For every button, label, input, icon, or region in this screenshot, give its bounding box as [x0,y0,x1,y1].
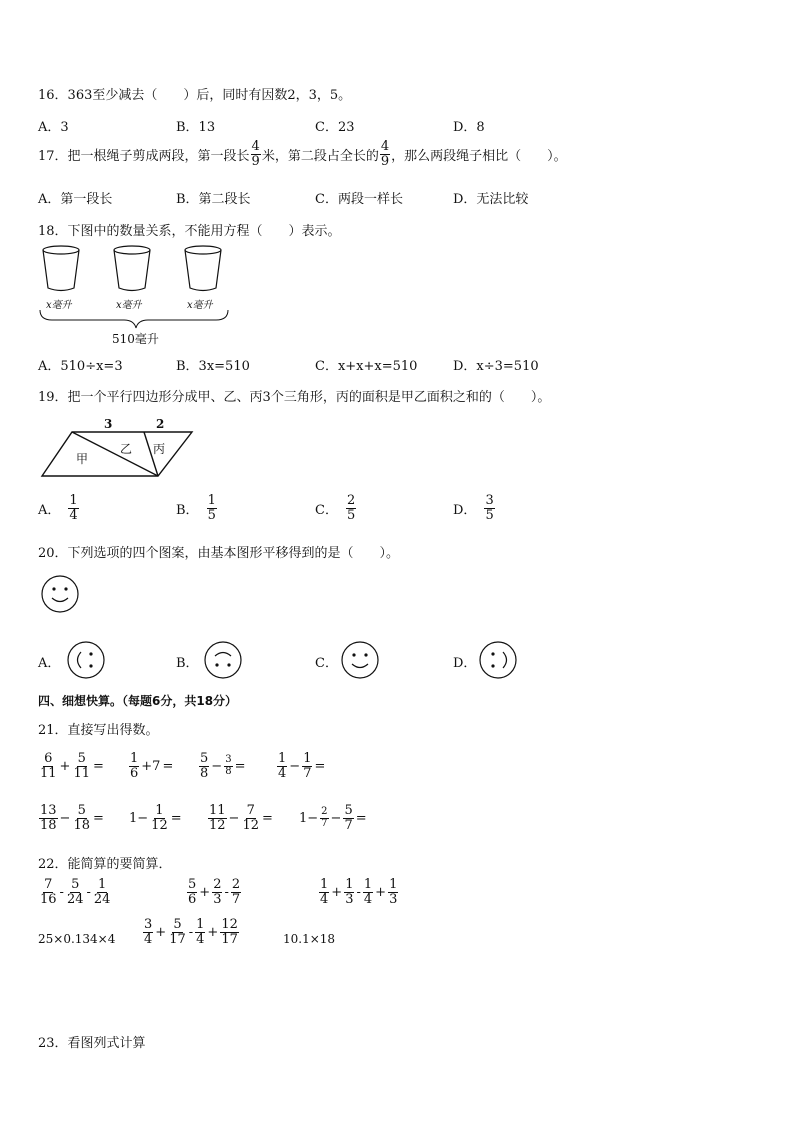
q20-option-b-label: B． [176,656,199,671]
q17-text-1: 17．把一根绳子剪成两段，第一段长 [38,148,250,164]
section-4-heading: 四、细想快算。（每题6分，共18分） [38,694,238,708]
q18-cup-label-3: x毫升 [187,300,213,311]
q21-expression-5: $\frac{13}{18}$ − $\frac{5}{18}$ = [40,803,104,833]
q17-text-3: ，那么两段绳子相比（ ）。 [391,148,567,164]
q18-option-b: B．3x=510 [176,359,250,374]
cup-icon [114,246,150,291]
q18-stem: 18．下图中的数量关系，不能用方程（ ）表示。 [38,224,341,239]
q20-option-c-face-icon [340,640,382,682]
q20-stem: 20．下列选项的四个图案，由基本图形平移得到的是（ ）。 [38,546,400,561]
q17-option-c: C．两段一样长 [315,192,403,207]
q22-expression-2: $\frac{5}{6}$ + $\frac{2}{3}$ - $\frac{2}{7}$ [188,877,241,907]
q19-top-right-length: 2 [156,417,165,431]
q18-option-d: D．x÷3=510 [453,359,539,374]
q19-label-bing: 丙 [153,442,166,456]
q17-fraction-2: $\frac{4}{9}$ [380,139,390,169]
q18-cup-label-2: x毫升 [116,300,142,311]
q19-label-jia: 甲 [76,452,89,466]
q19-top-left-length: 3 [104,417,113,431]
q21-expression-7: $\frac{11}{12}$ − $\frac{7}{12}$ = [209,803,273,833]
q18-total-label: 510毫升 [112,332,159,346]
q17-option-b: B．第二段长 [176,192,251,207]
q17-stem [38,140,567,168]
q21-expression-6: 1− $\frac{1}{12}$ = [129,803,182,833]
q16-option-b: B．13 [176,120,216,135]
smiley-face-icon [40,574,82,616]
q22-expression-3: $\frac{1}{4}$ + $\frac{1}{3}$ - $\frac{1}{4}$ + $\frac{1}{3}$ [320,877,398,907]
q22-expression-5: $\frac{3}{4}$ + $\frac{5}{17}$ - $\frac{1}{4}$ + $\frac{12}{17}$ [144,917,238,947]
q18-option-c: C．x+x+x=510 [315,359,418,374]
q22-stem: 22．能简算的要简算． [38,857,172,872]
q16-option-d: D．8 [453,120,485,135]
q21-expression-1: $\frac{6}{11}$ + $\frac{5}{11}$ = [40,751,104,781]
q22-expression-4: 25×0.134×4 [38,932,116,946]
cup-icon [185,246,221,291]
q19-option-d: D． $\frac{3}{5}$ [453,493,494,523]
q21-stem: 21．直接写出得数。 [38,723,159,738]
q19-option-c: C． $\frac{2}{5}$ [315,493,356,523]
q20-option-d-label: D． [453,656,477,671]
q22-expression-1: $\frac{7}{16}$ - $\frac{5}{24}$ - $\frac{1}{24}$ [40,877,111,907]
q17-fraction-1: $\frac{4}{9}$ [251,139,260,169]
q21-expression-2: $\frac{1}{6}$ +7 = [130,751,174,781]
q19-option-b: B． $\frac{1}{5}$ [176,493,216,523]
q23-stem: 23．看图列式计算 [38,1036,146,1051]
q17-option-a: A．第一段长 [38,192,113,207]
q20-option-a-label: A． [38,656,61,671]
q20-option-a-face-icon [66,640,108,682]
q17-text-2: 米，第二段占全长的 [261,148,379,164]
q18-cups-figure [38,244,238,324]
q18-option-a: A．510÷x=3 [38,359,123,374]
q19-label-yi: 乙 [120,442,133,456]
cup-icon [43,246,79,291]
q16-option-a: A．3 [38,120,69,135]
q17-option-d: D．无法比较 [453,192,529,207]
q20-option-c-label: C． [315,656,338,671]
q21-expression-8: 1− $\frac{2}{7}$ − $\frac{5}{7}$ = [299,803,367,833]
q22-expression-6: 10.1×18 [283,932,336,946]
q20-option-b-face-icon [203,640,245,682]
q16-option-c: C．23 [315,120,355,135]
brace-icon [40,310,228,328]
q19-option-a: A． $\frac{1}{4}$ [38,493,78,523]
q21-expression-3: $\frac{5}{8}$ − $\frac{3}{8}$ = [200,751,246,781]
q18-cup-label-1: x毫升 [46,300,72,311]
q21-expression-4: $\frac{1}{4}$ − $\frac{1}{7}$ = [278,751,326,781]
q19-stem: 19．把一个平行四边形分成甲、乙、丙3个三角形，丙的面积是甲乙面积之和的（ ）。 [38,390,551,405]
q16-stem: 16．363至少减去（ ）后，同时有因数2，3，5。 [38,88,352,103]
q20-option-d-face-icon [478,640,520,682]
